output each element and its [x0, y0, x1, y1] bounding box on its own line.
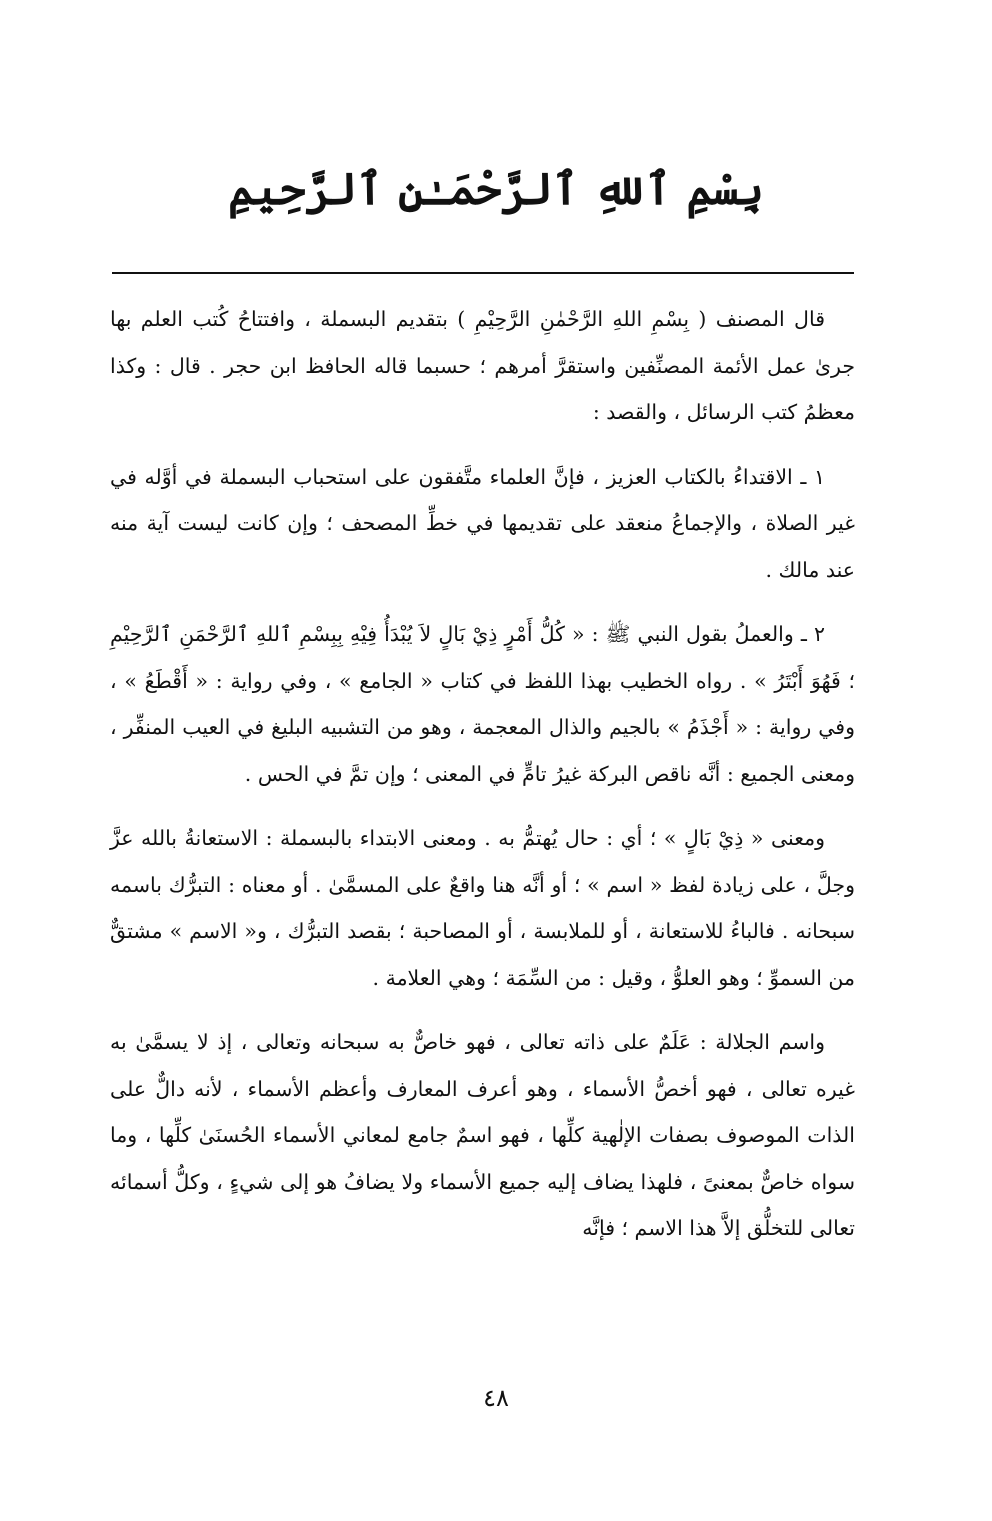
paragraph-spacer	[110, 797, 855, 815]
header-divider	[112, 272, 854, 274]
paragraph-spacer	[110, 1001, 855, 1019]
basmala-heading: بِسْمِ ٱللهِ ٱلرَّحْمَـٰنِ ٱلرَّحِيمِ	[228, 164, 764, 215]
paragraph-point-1: ١ ـ الاقتداءُ بالكتاب العزيز ، فإنَّ العلماء متَّفقون على استحباب البسملة في أوَّله في غير الصلاة ، والإجماعُ منعقد على تقديمها في خطِّ المصحف ؛ وإن كانت ليست آية منه عند مالك .	[110, 464, 855, 582]
paragraph-intro: قال المصنف ( بِسْمِ اللهِ الرَّحْمٰنِ الرَّحِيْمِ ) بتقديم البسملة ، وافتتاحُ كُتب العلم بها جرىٰ عمل الأئمة المصنِّفين واستقرَّ أمرهم ؛ حسبما قاله الحافظ ابن حجر . قال : وكذا معظمُ كتب الرسائل ، والقصد :	[110, 307, 855, 424]
page-number: ٤٨	[483, 1384, 509, 1412]
body-text	[110, 296, 855, 1252]
paragraph-meaning: ومعنى « ذِيْ بَالٍ » ؛ أي : حال يُهتمُّ به . ومعنى الابتداء بالبسملة : الاستعانةُ بالله عزَّ وجلَّ ، على زيادة لفظ « اسم » ؛ أو أنَّه هنا واقعٌ على المسمَّىٰ . أو معناه : التبرُّك باسمه سبحانه . فالباءُ للاستعانة ، أو للملابسة ، أو المصاحبة ؛ بقصد التبرُّك ، و« الاسم » مشتقٌّ من السموِّ ؛ وهو العلوُّ ، وقيل : من السِّمَة ؛ وهي العلامة .	[110, 826, 855, 990]
paragraph-divine-name: واسم الجلالة : عَلَمٌ على ذاته تعالى ، فهو خاصٌّ به سبحانه وتعالى ، إذ لا يسمَّىٰ به غيره تعالى ، فهو أخصُّ الأسماء ، وهو أعرف المعارف وأعظم الأسماء ، لأنه دالٌّ على الذات الموصوف بصفات الإلٰهية كلِّها ، فهو اسمٌ جامع لمعاني الأسماء الحُسنَىٰ كلِّها ، وما سواه خاصٌّ بمعنىً ، فلهذا يضاف إليه جميع الأسماء ولا يضافُ هو إلى شيءٍ ، وكلُّ أسمائه تعالى للتخلُّق إلاَّ هذا الاسم ؛ فإنَّه	[110, 1030, 855, 1240]
paragraph-spacer	[110, 593, 855, 611]
paragraph-point-2: ٢ ـ والعملُ بقول النبي ﷺ : « كُلُّ أَمْرٍ ذِيْ بَالٍ لاَ يُبْدَأُ فِيْهِ بِبِسْمِ ٱللهِ ٱلرَّحْمَنِ ٱلرَّحِيْمِ ؛ فَهُوَ أَبْتَرُ » . رواه الخطيب بهذا اللفظ في كتاب « الجامع » ، وفي رواية : « أَقْطَعُ » ، وفي رواية : « أَجْذَمُ » بالجيم والذال المعجمة ، وهو من التشبيه البليغ في العيب المنفِّر ، ومعنى الجميع : أنَّه ناقص البركة غيرُ تامٍّ في المعنى ؛ وإن تمَّ في الحس .	[110, 622, 855, 786]
paragraph-spacer	[110, 436, 855, 454]
